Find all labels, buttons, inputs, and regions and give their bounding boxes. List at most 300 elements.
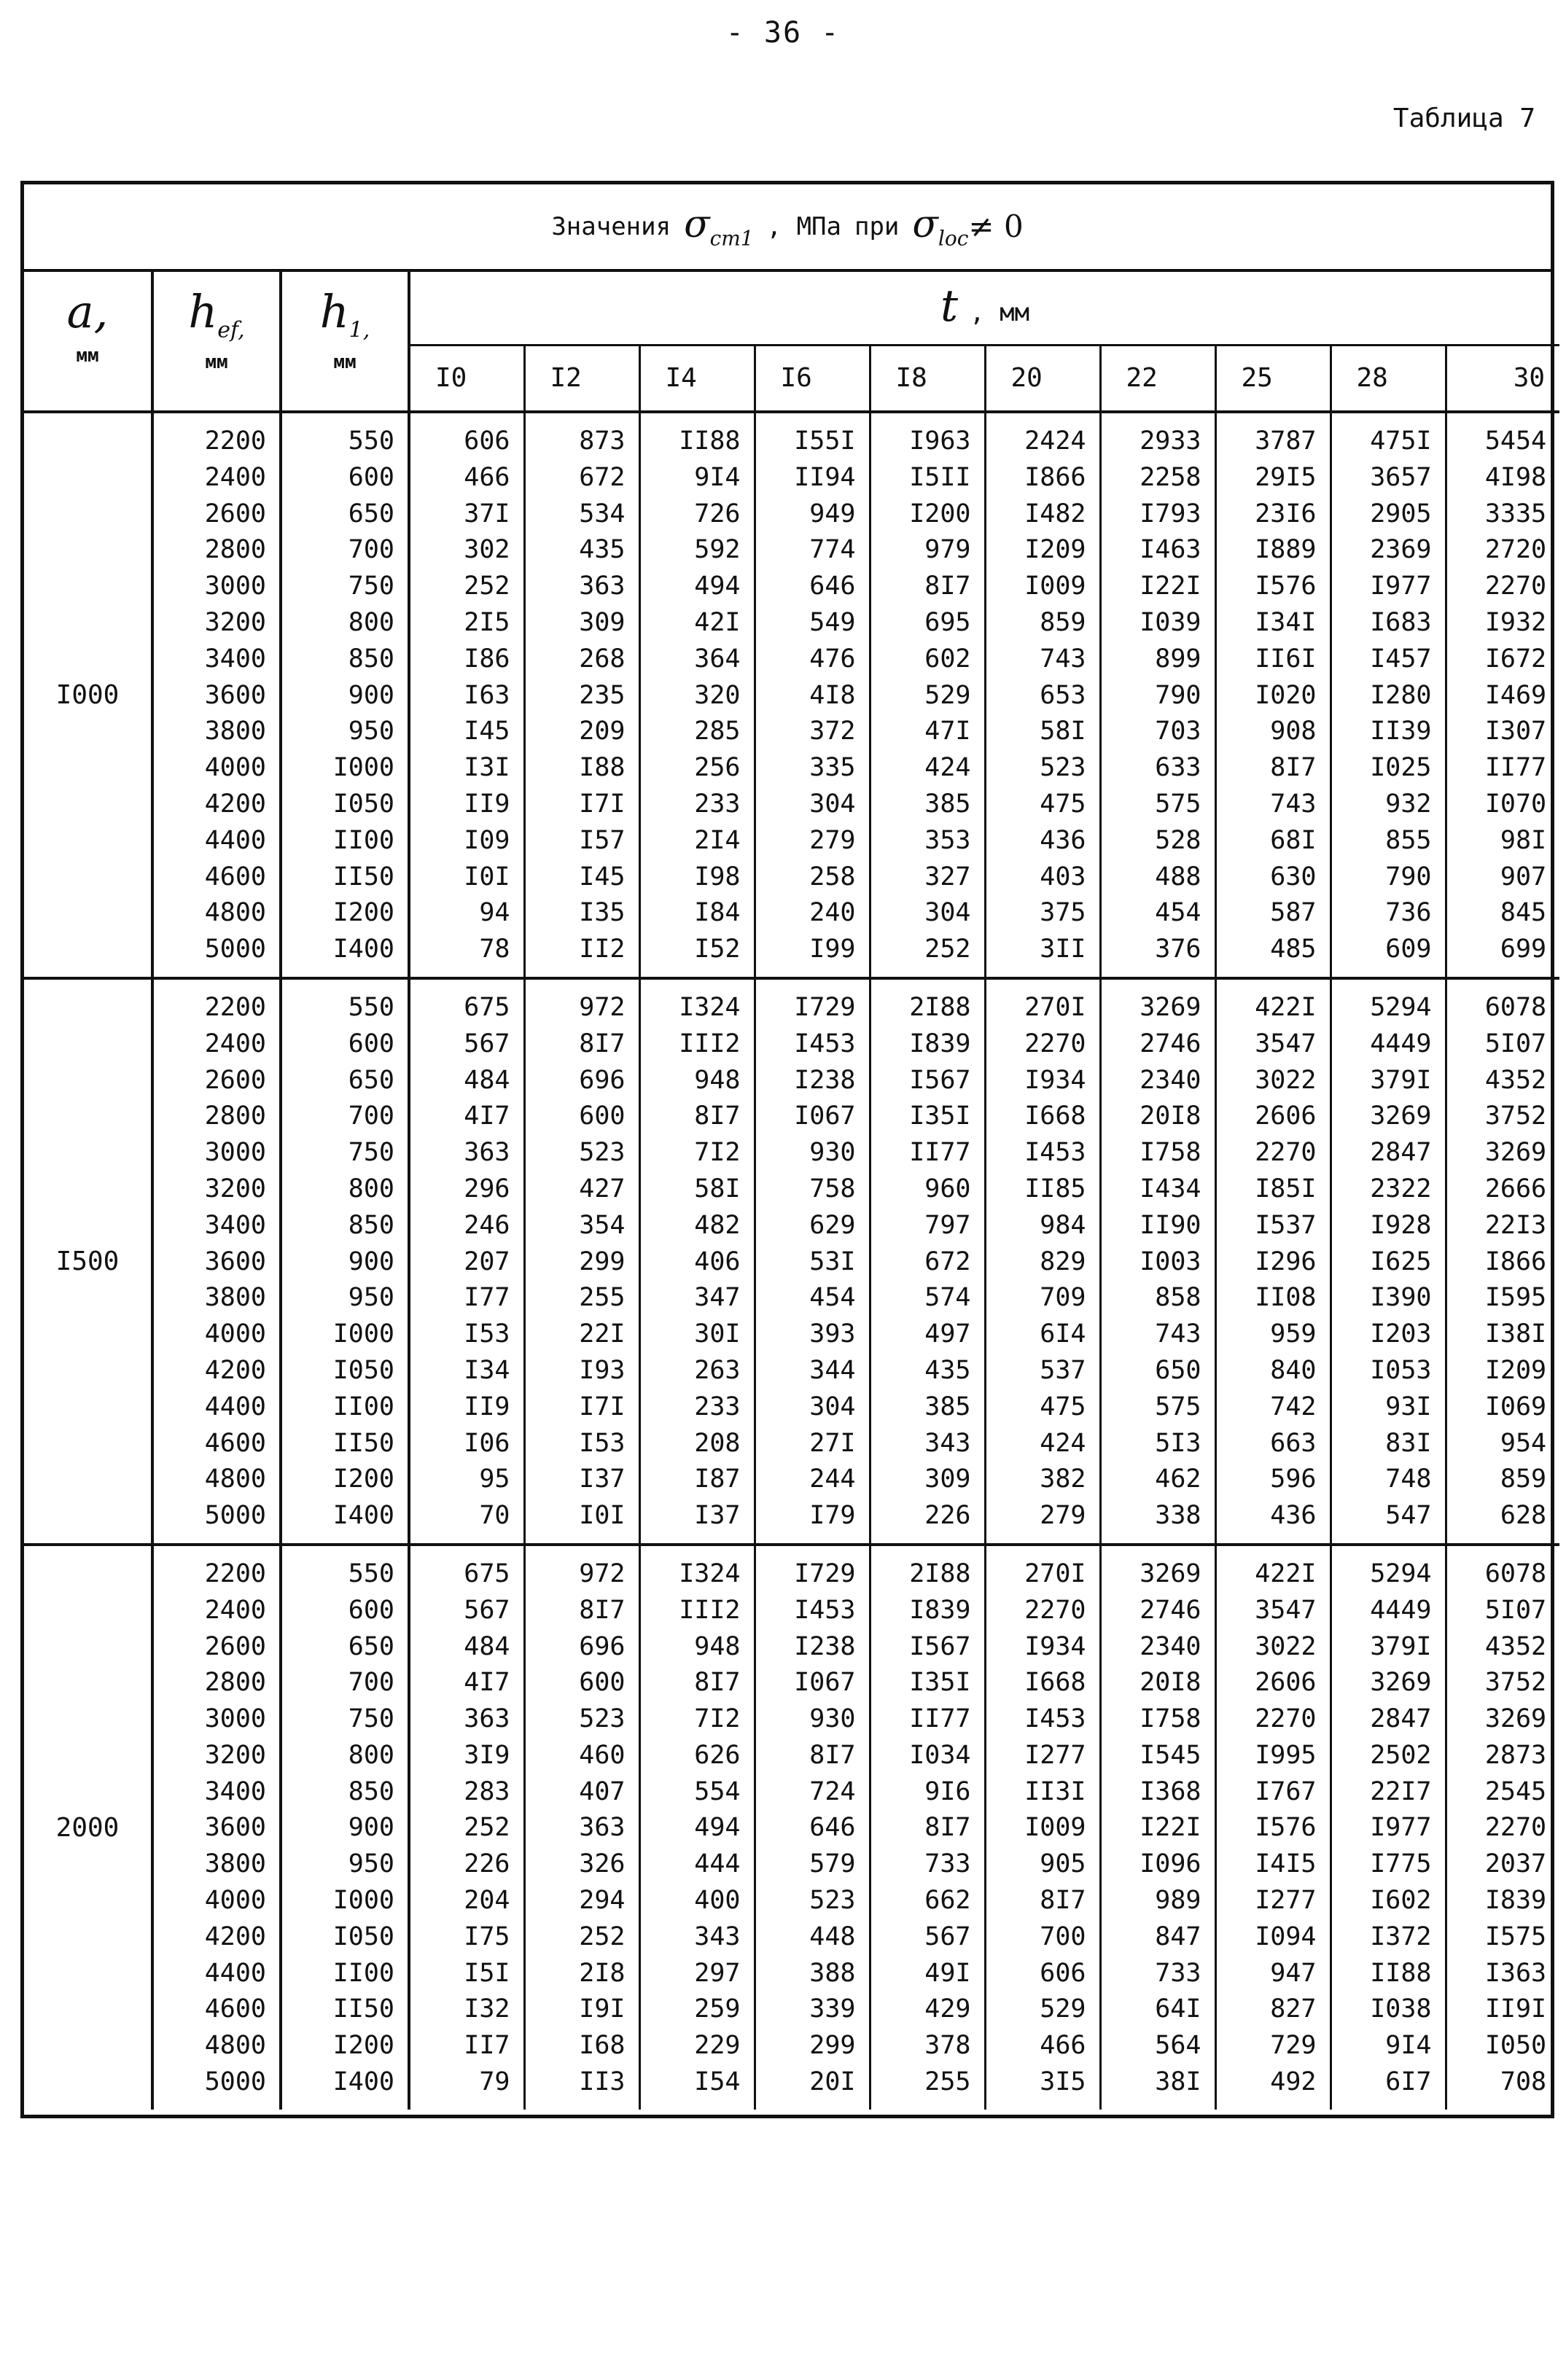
stress-value-cell: II94 — [755, 460, 870, 496]
stress-value-cell: 4I7 — [409, 1099, 524, 1135]
stress-value-cell: 523 — [524, 1701, 639, 1738]
stress-value-cell: 907 — [1500, 862, 1547, 891]
stress-value-cell: 462 — [1100, 1462, 1215, 1498]
stress-value-cell: 3752 — [1484, 1101, 1547, 1131]
caption-condition-symbol: $\sigma_{loc}\ne 0$ — [912, 203, 1024, 251]
h1-cell: 700 — [281, 1099, 409, 1135]
h1-cell: 900 — [281, 1244, 409, 1281]
hef-cell: 3800 — [152, 1280, 281, 1316]
stress-value-cell: 742 — [1215, 1389, 1331, 1426]
thickness-header-cell: I6 — [755, 345, 870, 412]
stress-value-cell: 429 — [870, 1991, 985, 2028]
h1-cell: 700 — [281, 532, 409, 569]
table-row — [24, 787, 1559, 823]
stress-value-cell: I307 — [1484, 717, 1547, 746]
stress-value-cell: I54 — [639, 2064, 755, 2110]
stress-value-cell: 696 — [524, 1063, 639, 1099]
stress-values-table — [24, 269, 1559, 2110]
data-table-frame — [20, 181, 1554, 2118]
stress-value-cell: 899 — [1100, 641, 1215, 678]
hef-cell: 5000 — [152, 2064, 281, 2110]
hef-cell: 2800 — [152, 532, 281, 569]
h1-cell: I400 — [281, 932, 409, 978]
stress-value-cell: I55I — [755, 412, 870, 460]
stress-value-cell: 529 — [870, 678, 985, 714]
hef-cell: 4600 — [152, 1426, 281, 1462]
h1-cell: 650 — [281, 1629, 409, 1666]
stress-value-cell: 2270 — [1484, 1813, 1547, 1843]
stress-value-cell: 549 — [755, 605, 870, 641]
stress-value-cell: 840 — [1215, 1353, 1331, 1389]
stress-value-cell: 743 — [1215, 787, 1331, 823]
h1-cell: 800 — [281, 1171, 409, 1208]
stress-value-cell: 726 — [639, 496, 755, 533]
table-row — [24, 1738, 1559, 1774]
stress-value-cell: 930 — [755, 1135, 870, 1171]
h1-cell: I200 — [281, 2028, 409, 2064]
h1-cell: I200 — [281, 1462, 409, 1498]
stress-value-cell: I87 — [639, 1462, 755, 1498]
stress-value-cell: 947 — [1215, 1956, 1331, 1992]
stress-value-cell: 696 — [524, 1629, 639, 1666]
stress-value-cell: 208 — [639, 1426, 755, 1462]
stress-value-cell: I99 — [755, 932, 870, 978]
stress-value-cell: 343 — [870, 1426, 985, 1462]
h1-cell: 950 — [281, 1846, 409, 1883]
stress-value-cell: 629 — [755, 1208, 870, 1244]
stress-value-cell: I668 — [985, 1099, 1100, 1135]
stress-value-cell: II3 — [524, 2064, 639, 2110]
stress-value-cell: I928 — [1331, 1208, 1446, 1244]
hef-cell: 2400 — [152, 1026, 281, 1063]
stress-value-cell: 6078 — [1484, 1558, 1547, 1588]
stress-value-cell: I067 — [755, 1665, 870, 1701]
stress-value-cell: 297 — [639, 1956, 755, 1992]
stress-value-cell: 492 — [1215, 2064, 1331, 2110]
table-row — [24, 1991, 1559, 2028]
stress-value-cell: 575 — [1100, 1389, 1215, 1426]
stress-value-cell: 3269 — [1331, 1665, 1446, 1701]
stress-value-cell: 3547 — [1215, 1026, 1331, 1063]
stress-value-cell: 2905 — [1331, 496, 1446, 533]
table-row — [24, 1498, 1559, 1545]
stress-value-cell: I003 — [1100, 1244, 1215, 1281]
table-row — [24, 1919, 1559, 1956]
stress-value-cell: 2847 — [1331, 1135, 1446, 1171]
stress-value-cell: 2I88 — [870, 1545, 985, 1593]
stress-value-cell: 855 — [1331, 823, 1446, 859]
stress-value-cell: 93I — [1331, 1389, 1446, 1426]
table-body — [24, 412, 1559, 2110]
stress-value-cell: 58I — [639, 1171, 755, 1208]
stress-value-cell: I038 — [1331, 1991, 1446, 2028]
stress-value-cell: 2322 — [1331, 1171, 1446, 1208]
stress-value-cell: I070 — [1484, 789, 1547, 819]
stress-value-cell: 64I — [1100, 1991, 1215, 2028]
thickness-header-cell: I0 — [409, 345, 524, 412]
stress-value-cell: 9I4 — [1331, 2028, 1446, 2064]
stress-value-cell: II9 — [409, 787, 524, 823]
stress-value-cell: II77 — [870, 1135, 985, 1171]
stress-value-cell: 37I — [409, 496, 524, 533]
table-row — [24, 1701, 1559, 1738]
table-row — [24, 605, 1559, 641]
stress-value-cell: 699 — [1446, 932, 1559, 978]
stress-value-cell: I575 — [1484, 1921, 1547, 1951]
stress-value-cell: I050 — [1484, 2031, 1547, 2061]
stress-value-cell: I537 — [1215, 1208, 1331, 1244]
stress-value-cell: 587 — [1215, 895, 1331, 932]
stress-value-cell: 859 — [1500, 1464, 1547, 1494]
stress-value-cell: I75 — [409, 1919, 524, 1956]
stress-value-cell: 5I07 — [1484, 1595, 1547, 1625]
stress-value-cell: I5II — [870, 460, 985, 496]
stress-value-cell: 407 — [524, 1774, 639, 1811]
stress-value-cell: 847 — [1100, 1919, 1215, 1956]
stress-value-cell: 2270 — [1215, 1135, 1331, 1171]
stress-value-cell: 38I — [1100, 2064, 1215, 2110]
stress-value-cell: 984 — [985, 1208, 1100, 1244]
table-row — [24, 1280, 1559, 1316]
h1-cell: II00 — [281, 823, 409, 859]
stress-value-cell: I09 — [409, 823, 524, 859]
stress-value-cell: 258 — [755, 859, 870, 896]
stress-value-cell: II9I — [1484, 1994, 1547, 2024]
stress-value-cell: 523 — [524, 1135, 639, 1171]
stress-value-cell: 646 — [755, 569, 870, 605]
hef-cell: 4200 — [152, 787, 281, 823]
stress-value-cell: 2270 — [985, 1026, 1100, 1063]
stress-value-cell: 2933 — [1100, 412, 1215, 460]
stress-value-cell: 79 — [409, 2064, 524, 2110]
stress-value-cell: 743 — [1100, 1316, 1215, 1353]
stress-value-cell: 8I7 — [870, 569, 985, 605]
stress-value-cell: 4449 — [1331, 1026, 1446, 1063]
stress-value-cell: I35 — [524, 895, 639, 932]
hef-cell: 4800 — [152, 2028, 281, 2064]
stress-value-cell: I469 — [1484, 680, 1547, 710]
stress-value-cell: I069 — [1484, 1392, 1547, 1421]
stress-value-cell: 663 — [1215, 1426, 1331, 1462]
stress-value-cell: 575 — [1100, 787, 1215, 823]
stress-value-cell: 393 — [755, 1316, 870, 1353]
stress-value-cell: 733 — [1100, 1956, 1215, 1992]
stress-value-cell: 2606 — [1215, 1099, 1331, 1135]
stress-value-cell: 790 — [1331, 859, 1446, 896]
stress-value-cell: 2746 — [1100, 1593, 1215, 1629]
table-row — [24, 1244, 1559, 1281]
thickness-header-cell: 22 — [1100, 345, 1215, 412]
stress-value-cell: 554 — [639, 1774, 755, 1811]
h1-cell: I050 — [281, 1353, 409, 1389]
stress-value-cell: 703 — [1100, 714, 1215, 750]
table-row — [24, 1171, 1559, 1208]
stress-value-cell: 2847 — [1331, 1701, 1446, 1738]
stress-value-cell: 299 — [524, 1244, 639, 1281]
stress-value-cell: II3I — [985, 1774, 1100, 1811]
stress-value-cell: 8I7 — [524, 1593, 639, 1629]
thickness-header-cell: I4 — [639, 345, 755, 412]
stress-value-cell: 709 — [985, 1280, 1100, 1316]
h1-cell: II00 — [281, 1956, 409, 1992]
stress-value-cell: 592 — [639, 532, 755, 569]
h1-cell: I050 — [281, 1919, 409, 1956]
hef-cell: 3600 — [152, 1810, 281, 1846]
table-row — [24, 1353, 1559, 1389]
stress-value-cell: 2369 — [1331, 532, 1446, 569]
hef-cell: 3000 — [152, 569, 281, 605]
span-a-cell: 2000 — [24, 1545, 152, 2110]
stress-value-cell: 2666 — [1484, 1174, 1547, 1203]
h1-cell: 600 — [281, 1593, 409, 1629]
stress-value-cell: I7I — [524, 1389, 639, 1426]
stress-value-cell: I977 — [1331, 1810, 1446, 1846]
table-row — [24, 1846, 1559, 1883]
stress-value-cell: I06 — [409, 1426, 524, 1462]
stress-value-cell: III2 — [639, 1593, 755, 1629]
stress-value-cell: 484 — [409, 1629, 524, 1666]
table-row — [24, 1883, 1559, 1919]
stress-value-cell: 460 — [524, 1738, 639, 1774]
stress-value-cell: 3269 — [1100, 978, 1215, 1026]
stress-value-cell: 42I — [639, 605, 755, 641]
stress-value-cell: 375 — [985, 895, 1100, 932]
stress-value-cell: 406 — [639, 1244, 755, 1281]
stress-value-cell: 304 — [755, 787, 870, 823]
stress-value-cell: I453 — [985, 1701, 1100, 1738]
hef-cell: 4000 — [152, 1883, 281, 1919]
stress-value-cell: I22I — [1100, 1810, 1215, 1846]
stress-value-cell: 363 — [524, 1810, 639, 1846]
stress-value-cell: 949 — [755, 496, 870, 533]
stress-value-cell: 5294 — [1331, 978, 1446, 1026]
stress-value-cell: 475 — [985, 1389, 1100, 1426]
stress-value-cell: 309 — [870, 1462, 985, 1498]
stress-value-cell: I280 — [1331, 678, 1446, 714]
stress-value-cell: 972 — [524, 1545, 639, 1593]
stress-value-cell: 672 — [524, 460, 639, 496]
stress-value-cell: 3787 — [1215, 412, 1331, 460]
stress-value-cell: 70 — [409, 1498, 524, 1545]
table-row — [24, 1135, 1559, 1171]
stress-value-cell: 256 — [639, 750, 755, 787]
stress-value-cell: 2746 — [1100, 1026, 1215, 1063]
stress-value-cell: 5454 — [1484, 426, 1547, 456]
stress-value-cell: II77 — [1484, 753, 1547, 783]
table-row — [24, 460, 1559, 496]
stress-value-cell: III2 — [639, 1026, 755, 1063]
stress-value-cell: 534 — [524, 496, 639, 533]
stress-value-cell: 628 — [1446, 1498, 1559, 1545]
stress-value-cell: 908 — [1215, 714, 1331, 750]
stress-value-cell: 2270 — [985, 1593, 1100, 1629]
stress-value-cell: 476 — [755, 641, 870, 678]
stress-value-cell: I203 — [1331, 1316, 1446, 1353]
stress-value-cell: 252 — [524, 1919, 639, 1956]
stress-value-cell: I79 — [755, 1498, 870, 1545]
stress-value-cell: 790 — [1100, 678, 1215, 714]
stress-value-cell: 733 — [870, 1846, 985, 1883]
stress-value-cell: 2I88 — [870, 978, 985, 1026]
stress-value-cell: 309 — [524, 605, 639, 641]
stress-value-cell: 98I — [1500, 825, 1547, 855]
stress-value-cell: II90 — [1100, 1208, 1215, 1244]
hef-cell: 4800 — [152, 1462, 281, 1498]
stress-value-cell: 294 — [524, 1883, 639, 1919]
stress-value-cell: 207 — [409, 1244, 524, 1281]
stress-value-cell: 488 — [1100, 859, 1215, 896]
hef-cell: 2600 — [152, 1063, 281, 1099]
hef-cell: 4600 — [152, 1991, 281, 2028]
table-row — [24, 1629, 1559, 1666]
stress-value-cell: I3I — [409, 750, 524, 787]
stress-value-cell: 2340 — [1100, 1063, 1215, 1099]
stress-value-cell: I434 — [1100, 1171, 1215, 1208]
stress-value-cell: I775 — [1331, 1846, 1446, 1883]
stress-value-cell: 827 — [1215, 1991, 1331, 2028]
stress-value-cell: II2 — [524, 932, 639, 978]
stress-value-cell: I932 — [1484, 607, 1547, 637]
stress-value-cell: I209 — [985, 532, 1100, 569]
thickness-header-cell: 25 — [1215, 345, 1331, 412]
stress-value-cell: I567 — [870, 1629, 985, 1666]
stress-value-cell: 29I5 — [1215, 460, 1331, 496]
stress-value-cell: 606 — [409, 412, 524, 460]
stress-value-cell: 252 — [870, 932, 985, 978]
stress-value-cell: I390 — [1331, 1280, 1446, 1316]
stress-value-cell: I238 — [755, 1629, 870, 1666]
stress-value-cell: 600 — [524, 1099, 639, 1135]
stress-value-cell: 263 — [639, 1353, 755, 1389]
h1-cell: 650 — [281, 496, 409, 533]
stress-value-cell: 378 — [870, 2028, 985, 2064]
page-number: - 36 - — [725, 16, 841, 50]
table-row — [24, 496, 1559, 533]
stress-value-cell: I77 — [409, 1280, 524, 1316]
stress-value-cell: I52 — [639, 932, 755, 978]
stress-value-cell: 743 — [985, 641, 1100, 678]
stress-value-cell: 343 — [639, 1919, 755, 1956]
h1-cell: I400 — [281, 1498, 409, 1545]
stress-value-cell: 774 — [755, 532, 870, 569]
h1-cell: 550 — [281, 412, 409, 460]
table-row — [24, 569, 1559, 605]
stress-value-cell: I93 — [524, 1353, 639, 1389]
table-row — [24, 932, 1559, 978]
stress-value-cell: I096 — [1100, 1846, 1215, 1883]
hef-cell: 2200 — [152, 1545, 281, 1593]
stress-value-cell: I22I — [1100, 569, 1215, 605]
stress-value-cell: 972 — [524, 978, 639, 1026]
h1-cell: 750 — [281, 569, 409, 605]
stress-value-cell: 497 — [870, 1316, 985, 1353]
stress-value-cell: 95 — [409, 1462, 524, 1498]
stress-value-cell: I683 — [1331, 605, 1446, 641]
h1-cell: I400 — [281, 2064, 409, 2110]
stress-value-cell: 2545 — [1484, 1776, 1547, 1806]
stress-value-cell: 602 — [870, 641, 985, 678]
stress-value-cell: I238 — [755, 1063, 870, 1099]
stress-value-cell: 675 — [409, 978, 524, 1026]
h1-cell: 700 — [281, 1665, 409, 1701]
table-row — [24, 714, 1559, 750]
stress-value-cell: I7I — [524, 787, 639, 823]
stress-value-cell: 235 — [524, 678, 639, 714]
stress-value-cell: 344 — [755, 1353, 870, 1389]
stress-value-cell: 385 — [870, 787, 985, 823]
stress-value-cell: 5294 — [1331, 1545, 1446, 1593]
stress-value-cell: 204 — [409, 1883, 524, 1919]
hef-cell: 2400 — [152, 1593, 281, 1629]
hef-cell: 2400 — [152, 460, 281, 496]
stress-value-cell: 252 — [409, 1810, 524, 1846]
hef-cell: 4800 — [152, 895, 281, 932]
stress-value-cell: 4449 — [1331, 1593, 1446, 1629]
stress-value-cell: 233 — [639, 1389, 755, 1426]
stress-value-cell: 279 — [985, 1498, 1100, 1545]
stress-value-cell: I545 — [1100, 1738, 1215, 1774]
stress-value-cell: 523 — [755, 1883, 870, 1919]
stress-value-cell: 27I — [755, 1426, 870, 1462]
table-row — [24, 1208, 1559, 1244]
stress-value-cell: I039 — [1100, 605, 1215, 641]
stress-value-cell: 320 — [639, 678, 755, 714]
stress-value-cell: I88 — [524, 750, 639, 787]
h1-cell: 850 — [281, 1774, 409, 1811]
stress-value-cell: 299 — [755, 2028, 870, 2064]
stress-value-cell: 372 — [755, 714, 870, 750]
stress-value-cell: 700 — [985, 1919, 1100, 1956]
stress-value-cell: 246 — [409, 1208, 524, 1244]
stress-value-cell: 653 — [985, 678, 1100, 714]
stress-value-cell: 989 — [1100, 1883, 1215, 1919]
h1-cell: 900 — [281, 1810, 409, 1846]
stress-value-cell: I934 — [985, 1629, 1100, 1666]
stress-value-cell: I37 — [639, 1498, 755, 1545]
stress-value-cell: I35I — [870, 1099, 985, 1135]
stress-value-cell: 2258 — [1100, 460, 1215, 496]
stress-value-cell: 3269 — [1331, 1099, 1446, 1135]
stress-value-cell: 30I — [639, 1316, 755, 1353]
stress-value-cell: I200 — [870, 496, 985, 533]
stress-value-cell: I277 — [1215, 1883, 1331, 1919]
stress-value-cell: 959 — [1215, 1316, 1331, 1353]
stress-value-cell: 466 — [985, 2028, 1100, 2064]
h1-cell: 850 — [281, 641, 409, 678]
h1-cell: 650 — [281, 1063, 409, 1099]
stress-value-cell: I86 — [409, 641, 524, 678]
stress-value-cell: 485 — [1215, 932, 1331, 978]
table-row — [24, 1316, 1559, 1353]
stress-value-cell: 268 — [524, 641, 639, 678]
caption-condition-word: при — [854, 212, 900, 241]
stress-value-cell: 475I — [1331, 412, 1446, 460]
stress-value-cell: 574 — [870, 1280, 985, 1316]
h1-cell: 550 — [281, 1545, 409, 1593]
hef-cell: 4000 — [152, 1316, 281, 1353]
h1-cell: I000 — [281, 1883, 409, 1919]
stress-value-cell: 3022 — [1215, 1629, 1331, 1666]
stress-value-cell: 494 — [639, 1810, 755, 1846]
hef-cell: 3200 — [152, 1171, 281, 1208]
stress-value-cell: I866 — [1484, 1246, 1547, 1276]
hef-cell: 3400 — [152, 1774, 281, 1811]
table-row — [24, 1956, 1559, 1992]
stress-value-cell: 422I — [1215, 978, 1331, 1026]
stress-value-cell: I368 — [1100, 1774, 1215, 1811]
h1-cell: I200 — [281, 895, 409, 932]
stress-value-cell: 435 — [870, 1353, 985, 1389]
